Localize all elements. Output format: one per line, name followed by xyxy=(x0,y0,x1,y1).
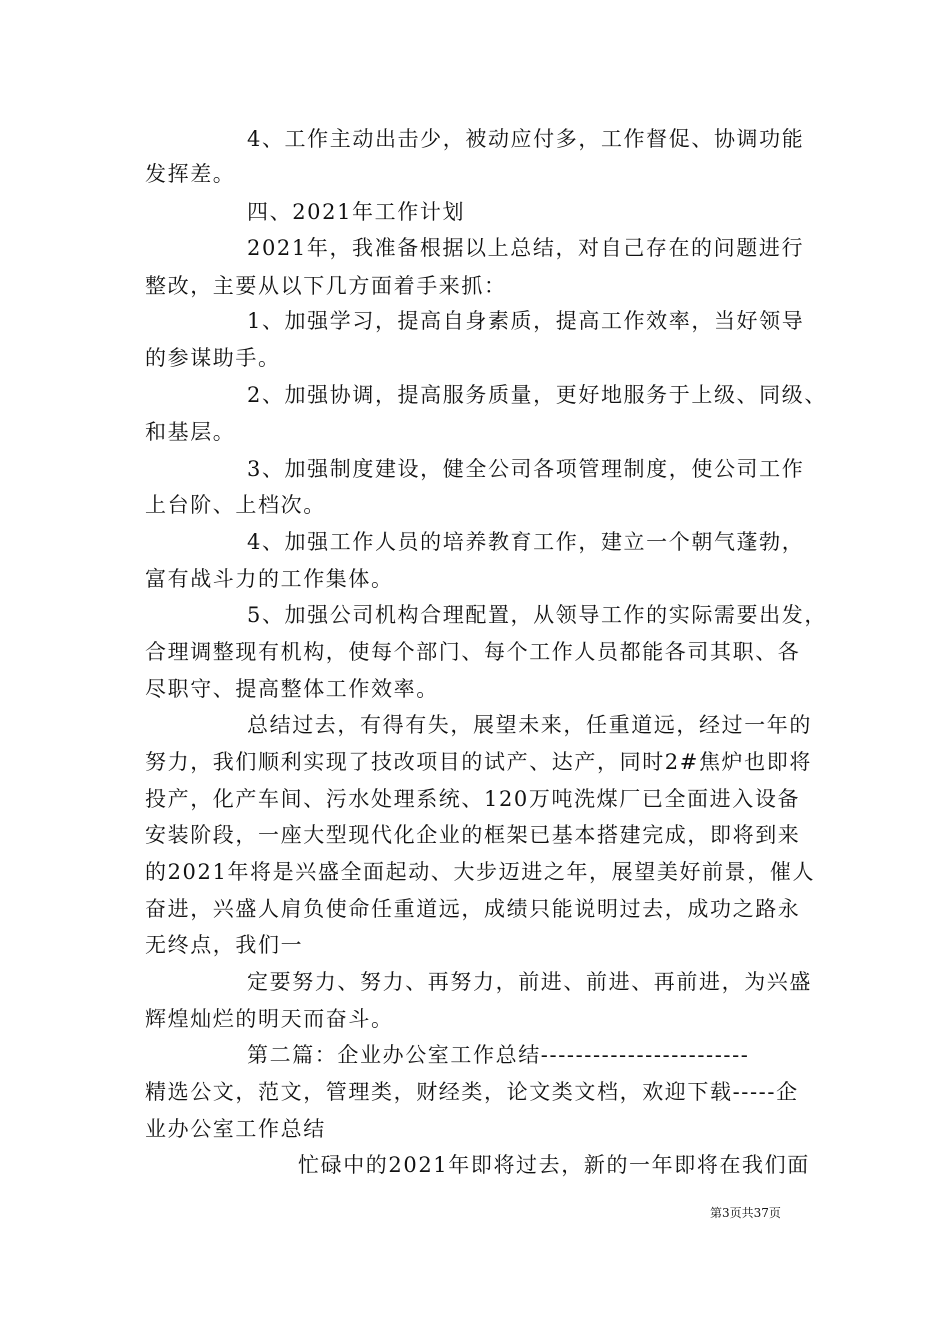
text-line: 3、加强制度建设，健全公司各项管理制度，使公司工作 xyxy=(247,457,805,481)
text-line: 精选公文，范文，管理类，财经类，论文类文档，欢迎下载-----企 xyxy=(145,1080,799,1104)
text-line: 努力，我们顺利实现了技改项目的试产、达产，同时2#焦炉也即将 xyxy=(145,750,812,774)
text-line: 发挥差。 xyxy=(145,162,236,186)
text-line: 投产，化产车间、污水处理系统、120万吨洗煤厂已全面进入设备 xyxy=(145,787,801,811)
text-line: 尽职守、提高整体工作效率。 xyxy=(145,677,439,701)
text-line: 2021年，我准备根据以上总结，对自己存在的问题进行 xyxy=(247,236,805,260)
text-line: 1、加强学习，提高自身素质，提高工作效率，当好领导 xyxy=(247,309,805,333)
text-line: 业办公室工作总结 xyxy=(145,1117,326,1141)
text-line: 4、工作主动出击少，被动应付多，工作督促、协调功能 xyxy=(247,127,805,151)
text-line: 的2021年将是兴盛全面起动、大步迈进之年，展望美好前景，催人 xyxy=(145,860,816,884)
text-line: 总结过去，有得有失，展望未来，任重道远，经过一年的 xyxy=(247,713,812,737)
text-line: 安装阶段，一座大型现代化企业的框架已基本搭建完成，即将到来 xyxy=(145,823,801,847)
section-heading: 四、2021年工作计划 xyxy=(247,200,466,224)
text-line: 合理调整现有机构，使每个部门、每个工作人员都能各司其职、各 xyxy=(145,640,801,664)
text-line: 定要努力、努力、再努力，前进、前进、再前进，为兴盛 xyxy=(247,970,812,994)
text-line: 辉煌灿烂的明天而奋斗。 xyxy=(145,1007,394,1031)
section-heading: 第二篇：企业办公室工作总结------------------------ xyxy=(247,1043,750,1067)
text-line: 5、加强公司机构合理配置，从领导工作的实际需要出发， xyxy=(247,603,827,627)
text-line: 奋进，兴盛人肩负使命任重道远，成绩只能说明过去，成功之路永 xyxy=(145,897,801,921)
text-line: 整改，主要从以下几方面着手来抓： xyxy=(145,274,507,298)
text-line: 和基层。 xyxy=(145,420,236,444)
text-line: 富有战斗力的工作集体。 xyxy=(145,567,394,591)
text-line: 无终点，我们一 xyxy=(145,933,304,957)
text-line: 的参谋助手。 xyxy=(145,346,281,370)
text-line: 上台阶、上档次。 xyxy=(145,493,326,517)
text-line: 2、加强协调，提高服务质量，更好地服务于上级、同级、 xyxy=(247,383,827,407)
text-line: 忙碌中的2021年即将过去，新的一年即将在我们面 xyxy=(298,1153,810,1177)
page-number: 第3页共37页 xyxy=(710,1206,781,1220)
text-line: 4、加强工作人员的培养教育工作，建立一个朝气蓬勃， xyxy=(247,530,805,554)
